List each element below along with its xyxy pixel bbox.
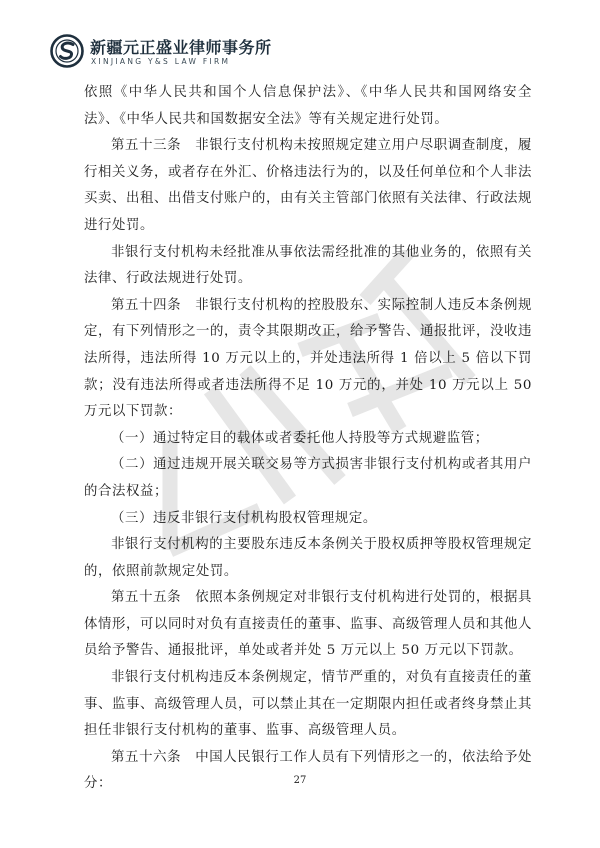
article-53-para-2: 非银行支付机构未经批准从事依法需经批准的其他业务的，依照有关法律、行政法规进行处罚。	[84, 244, 532, 287]
firm-logo-icon	[50, 34, 84, 68]
article-55-para-2: 非银行支付机构违反本条例规定，情节严重的，对负有直接责任的董事、监事、高级管理人员，可以禁止其在一定期限内担任或者终身禁止其担任非银行支付机构的董事、监事、高级管理人员。	[84, 670, 532, 739]
article-54-para-2: 非银行支付机构的主要股东违反本条例关于股权质押等股权管理规定的，依照前款规定处罚。	[84, 537, 532, 579]
document-body	[84, 80, 532, 798]
letterhead	[50, 32, 550, 72]
article-54-item-1: （一）通过特定目的载体或者委托他人持股等方式规避监管；	[111, 430, 489, 446]
article-53: 第五十三条 非银行支付机构未按照规定建立用户尽职调查制度，履行相关义务，或者存在外汇、价格违法行为的，以及任何单位和个人非法买卖、出租、出借支付账户的，由有关主管部门依照有关法律、行政法规进行处罚。	[84, 138, 532, 233]
article-54-item-3: （三）违反非银行支付机构股权管理规定。	[111, 510, 377, 526]
article-54: 第五十四条 非银行支付机构的控股股东、实际控制人违反本条例规定，有下列情形之一的，责令其限期改正，给予警告、通报批评，没收违法所得，违法所得 10 万元以上的，并处违法所得 1 倍以上 5 倍以下罚款；没有违法所得或者违法所得不足 10 万元的，并处 10 万元以上 50 万元以下罚款：	[84, 297, 532, 420]
paragraph-continuation: 依照《中华人民共和国个人信息保护法》、《中华人民共和国网络安全法》、《中华人民共和国数据安全法》等有关规定进行处罚。	[84, 85, 532, 127]
firm-name-en: XINJIANG Y&S LAW FIRM	[91, 57, 231, 66]
article-54-item-2: （二）通过违规开展关联交易等方式损害非银行支付机构或者其用户的合法权益；	[84, 457, 532, 499]
page-number: 27	[293, 775, 307, 786]
article-56: 第五十六条 中国人民银行工作人员有下列情形之一的，依法给予处分：	[84, 749, 532, 792]
firm-name-cn: 新疆元正盛业律师事务所	[90, 38, 272, 57]
article-55: 第五十五条 依照本条例规定对非银行支付机构进行处罚的，根据具体情形，可以同时对负有直接责任的董事、监事、高级管理人员和其他人员给予警告、通报批评，单处或者并处 5 万元以上 50 万元以下罚款。	[84, 590, 532, 659]
